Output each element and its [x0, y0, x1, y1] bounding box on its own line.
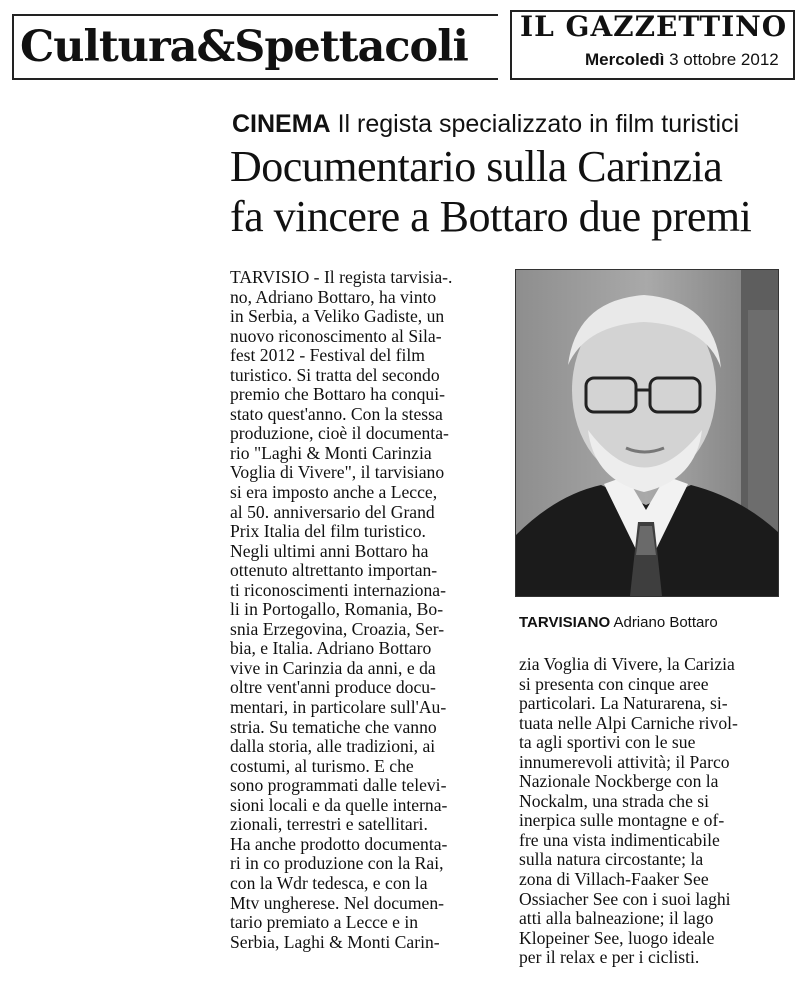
article-headline [230, 142, 790, 242]
section-title: Cultura&Spettacoli [20, 22, 468, 72]
body-text-line: rio "Laghi & Monti Carinzia [230, 442, 432, 463]
body-text-line: no, Adriano Bottaro, ha vinto [230, 286, 437, 307]
body-text-line: bia, e Italia. Adriano Bottaro [230, 638, 432, 659]
body-text-line: premio che Bottaro ha conqui- [230, 384, 445, 405]
body-text-line: Negli ultimi anni Bottaro ha [230, 540, 429, 561]
body-text-line: tuata nelle Alpi Carniche rivol- [519, 712, 738, 733]
body-text-line: oltre vent'anni produce docu- [230, 677, 436, 698]
caption-text: Adriano Bottaro [613, 614, 718, 631]
publication-date [585, 50, 779, 70]
body-text-line: particolari. La Naturarena, si- [519, 693, 728, 714]
body-text-line: zionali, terrestri e satellitari. [230, 814, 428, 835]
body-text-line: in Serbia, a Veliko Gadiste, un [230, 306, 445, 327]
body-text-line: con la Wdr tedesca, e con la [230, 872, 428, 893]
body-text-line: produzione, cioè il documenta- [230, 423, 449, 444]
body-text-line: Ossiacher See con i suoi laghi [519, 888, 731, 909]
body-text-line: snia Erzegovina, Croazia, Ser- [230, 618, 445, 639]
body-text-line: mentari, in particolare sull'Au- [230, 697, 447, 718]
body-text-line: ta agli sportivi con le sue [519, 732, 696, 753]
body-text-line: fest 2012 - Festival del film [230, 345, 425, 366]
body-text-line: ottenuto altrettanto importan- [230, 560, 438, 581]
body-text-line: Serbia, Laghi & Monti Carin- [230, 931, 440, 952]
date-weekday: Mercoledì [585, 50, 665, 69]
body-text-line: ri in co produzione con la Rai, [230, 853, 444, 874]
body-text-line: Prix Italia del film turistico. [230, 521, 426, 542]
body-text-line: tario premiato a Lecce e in [230, 912, 419, 933]
body-text-line: Ha anche prodotto documenta- [230, 833, 448, 854]
body-text-line: Voglia di Vivere", il tarvisiano [230, 462, 445, 483]
headline-line: fa vincere a Bottaro due premi [230, 192, 752, 241]
body-text-line: nuovo riconoscimento al Sila- [230, 325, 442, 346]
body-text-line: costumi, al turismo. E che [230, 755, 414, 776]
body-text-line: Nazionale Nockberge con la [519, 771, 719, 792]
caption-tag: TARVISIANO [519, 614, 611, 631]
body-text-line: sono programmati dalle televi- [230, 775, 447, 796]
body-text-line: turistico. Si tratta del secondo [230, 364, 440, 385]
photo-caption [519, 614, 718, 631]
headline-line: Documentario sulla Carinzia [230, 142, 723, 191]
date-text: 3 ottobre 2012 [669, 50, 779, 69]
article-body-right-column [519, 655, 779, 968]
body-text-line: ti riconoscimenti internaziona- [230, 579, 446, 600]
body-text-line: innumerevoli attività; il Parco [519, 751, 730, 772]
article-body-left-column [230, 268, 498, 952]
body-text-line: si presenta con cinque aree [519, 673, 709, 694]
body-text-line: si era imposto anche a Lecce, [230, 482, 438, 503]
newspaper-name: IL GAZZETTINO [520, 10, 788, 43]
body-text-line: Nockalm, una strada che si [519, 790, 710, 811]
kicker-text: Il regista specializzato in film turistici [337, 110, 740, 138]
body-text-line: li in Portogallo, Romania, Bo- [230, 599, 444, 620]
body-text-line: Mtv ungherese. Nel documen- [230, 892, 444, 913]
body-text-line: sulla natura circostante; la [519, 849, 704, 870]
body-text-line: Klopeiner See, luogo ideale [519, 927, 715, 948]
body-text-line: stato quest'anno. Con la stessa [230, 403, 443, 424]
portrait-photo [515, 269, 779, 597]
body-text-line: sioni locali e da quelle interna- [230, 794, 448, 815]
body-text-line: zia Voglia di Vivere, la Carizia [519, 654, 735, 674]
body-text-line: stria. Su tematiche che vanno [230, 716, 437, 737]
body-text-line: vive in Carinzia da anni, e da [230, 657, 436, 678]
body-text-line: per il relax e per i ciclisti. [519, 947, 700, 968]
body-text-line: zona di Villach-Faaker See [519, 869, 709, 890]
body-text-line: fre una vista indimenticabile [519, 829, 720, 850]
body-text-line: al 50. anniversario del Grand [230, 501, 435, 522]
kicker-tag: CINEMA [232, 110, 331, 138]
body-text-line: dalla storia, alle tradizioni, ai [230, 736, 436, 757]
body-text-line: TARVISIO - Il regista tarvisia-. [230, 267, 453, 287]
body-text-line: inerpica sulle montagne e of- [519, 810, 725, 831]
article-kicker [232, 110, 739, 139]
body-text-line: atti alla balneazione; il lago [519, 908, 714, 929]
